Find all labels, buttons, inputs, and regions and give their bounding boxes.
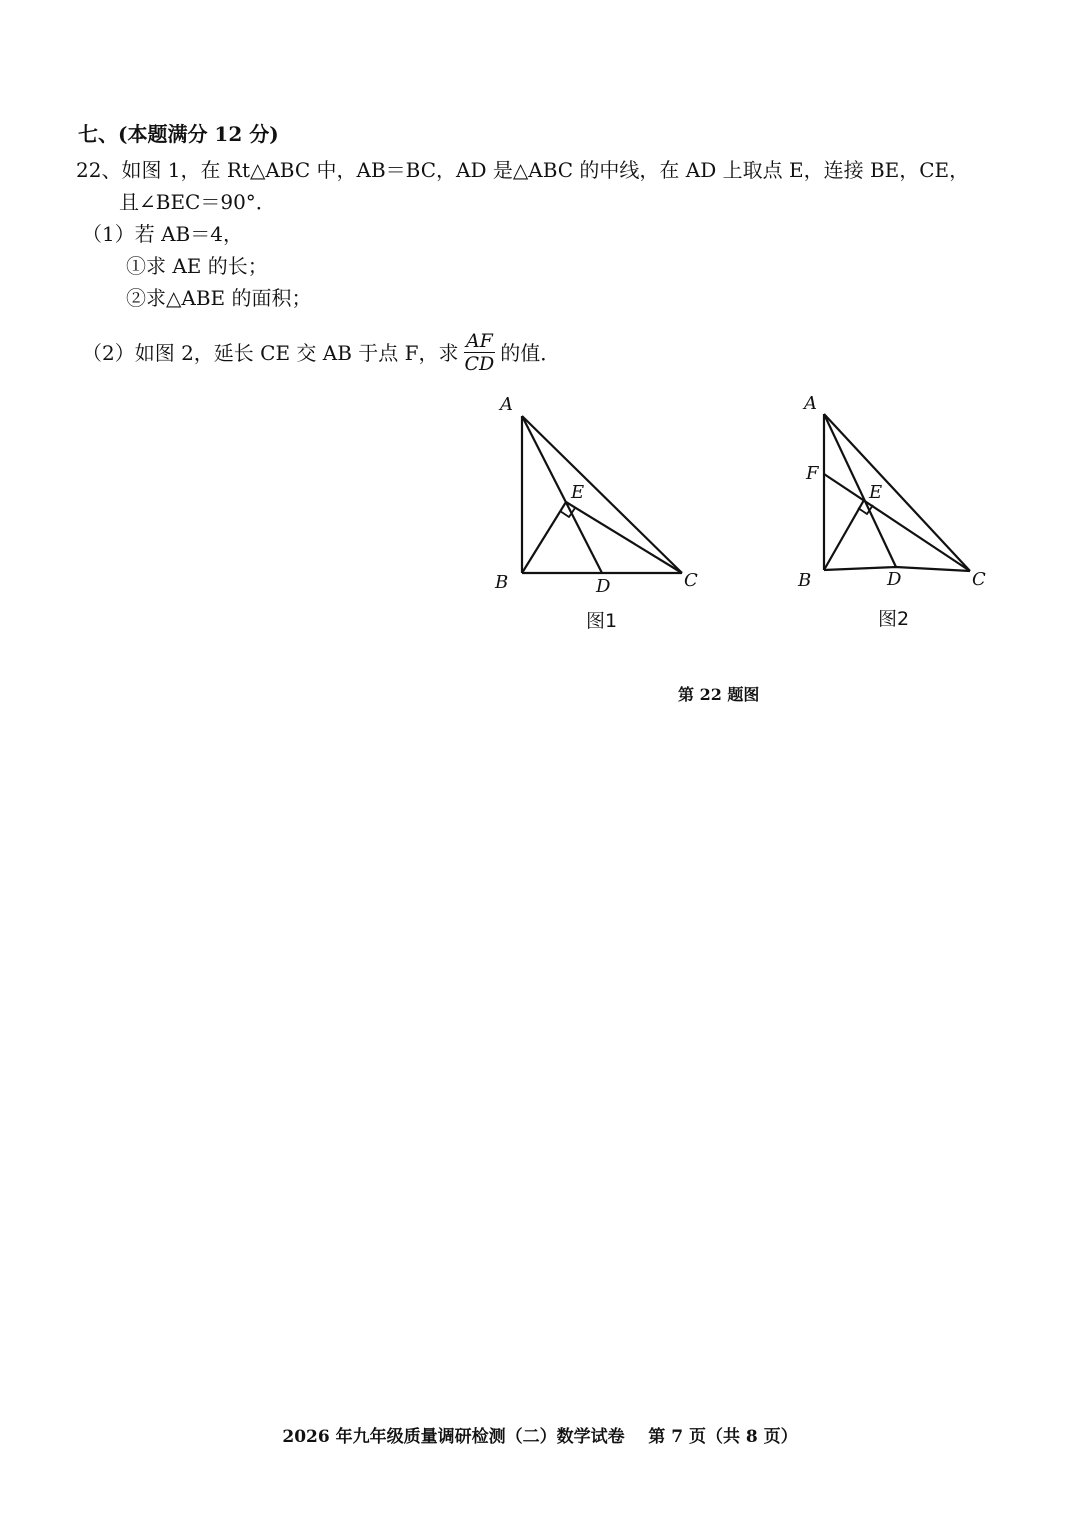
part-2	[82, 330, 560, 375]
segment-ac	[824, 414, 970, 571]
point-label-c: C	[684, 570, 698, 591]
part-1b: ②求△ABE 的面积；	[126, 286, 312, 310]
page-footer: 2026 年九年级质量调研检测（二）数学试卷 第 7 页（共 8 页）	[282, 1427, 798, 1447]
segment-be	[522, 502, 566, 573]
point-label-d: D	[596, 576, 611, 597]
point-label-d: D	[887, 569, 902, 590]
fraction-denominator: CD	[464, 353, 495, 375]
figure-2	[790, 390, 1010, 640]
point-label-a: A	[804, 393, 817, 414]
segment-ac	[522, 416, 682, 573]
ratio-fraction	[463, 330, 497, 375]
part-1: （1）若 AB＝4，	[82, 222, 243, 246]
point-label-e: E	[869, 482, 883, 503]
point-label-e: E	[571, 482, 585, 503]
point-label-a: A	[500, 394, 513, 415]
part-2-suffix: 的值．	[500, 340, 561, 365]
question-line-2: 且∠BEC＝90°．	[119, 190, 276, 214]
fraction-numerator: AF	[465, 330, 493, 352]
figure-2-label: 图2	[878, 608, 910, 630]
point-label-b: B	[495, 572, 509, 593]
segment-cf	[824, 474, 970, 571]
question-line-1: 22、如图 1，在 Rt△ABC 中，AB＝BC，AD 是△ABC 的中线，在 AD 上取点 E，连接 BE，CE，	[76, 158, 970, 182]
segment-ad	[824, 414, 896, 567]
point-label-b: B	[798, 570, 812, 591]
point-label-f: F	[806, 463, 819, 484]
segment-ad	[522, 416, 602, 573]
figure-caption: 第 22 题图	[678, 685, 760, 704]
segment-be	[824, 500, 864, 570]
part-1a: ①求 AE 的长；	[126, 254, 268, 278]
figure-2-diagram	[790, 390, 1010, 640]
section-title: 七、(本题满分 12 分)	[78, 122, 279, 146]
point-label-c: C	[972, 569, 986, 590]
part-2-prefix: （2）如图 2，延长 CE 交 AB 于点 F，求	[82, 340, 459, 365]
figure-1-diagram	[480, 390, 720, 640]
figure-1	[480, 390, 720, 640]
figure-1-label: 图1	[586, 610, 618, 632]
